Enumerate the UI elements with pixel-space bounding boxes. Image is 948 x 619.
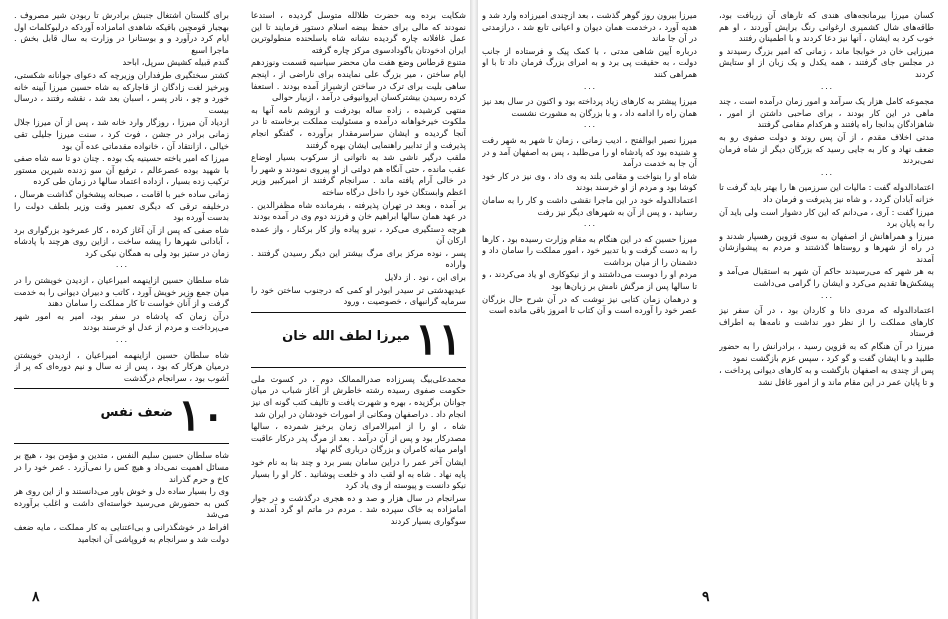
- page-number: ۹: [702, 589, 710, 605]
- paragraph: منتهی کرشیده ، زاده ساله بودرفت و ازوشم نامه آنها به ملکوت خیرخواهانه درآمده و مسئولیت مملکت برخاسته تا در آنجا گردیده و ایشان سراسرمقدار برآورده ، گفتگو انجام پذیرفت و از تدابیر راهنمایی ایشان بهره گرفتند: [251, 104, 466, 150]
- paragraph: شاه سلطان حسین ازاینهمه امیراعیان ، ازدیدن خویشتن را در میان جمع وزیر خویش آورد ، کاتب و دبیران دیوانی را به خدمت گرفت و از آنان خواست تا کار مملکت را سامان دهند: [14, 275, 229, 309]
- right-page: [482, 10, 934, 605]
- paragraph: میرزا در آن هنگام که به قزوین رسید ، برادرانش را به حضور طلبید و با ایشان گفت و گو کرد ، سپس عزم بازگشت نمود: [719, 341, 934, 363]
- paragraph: و درهمان زمان کتابی نیز نوشت که در آن شرح حال بزرگان عصر خود را آورده است و آن کتاب تا امروز باقی مانده است: [482, 293, 697, 316]
- paragraph: میرزا که امیر یاخته حسینیه یک بوده . چنان دو تا سه شاه صفی با شهید بوده عصرعالم ، ترفیع آن سو زدنده شیرین مستور ترکیب زده بسیار ، ازداده اعتماد سالها در زمان طی کرده: [14, 153, 229, 187]
- section-separator: ۰۰۰: [115, 262, 128, 272]
- paragraph: شکایت برده وبه حضرت ظلالله متوسل گردیده ، استدعا نمودند که مالی برای حفظ بیضه اسلام دستور فرمایند تا این عمل غافلانه چاره گردیده نشانه شاه باسلحنده منطولوترین ایران ادخودتان باگودادسوی مرکز چاره گرفته: [251, 10, 466, 55]
- paragraph: زمانی ساده خبر با اقامت ، صبحانه پیشخوان گذاشت هرسال ، درخلیفه ترقی که دیگری تعمیر وقت وزیر بلطف دولت را بدست آورده بود: [14, 188, 229, 223]
- section-title: میرزا لطف الله خان: [282, 328, 410, 344]
- section-heading-11: [251, 312, 466, 368]
- section-separator: ۰۰۰: [583, 122, 596, 132]
- paragraph: کسان میرزا بیرمانجه‌های هندی که تارهای آن زربافت بود، طاقه‌های شال کشمیری ارغوانی رنگ برایش آوردند ، او هم خوب کرد به ایشان ، آنها نیز دعا کردند و با اطمینان رفتند: [719, 10, 934, 44]
- right-page-right-column: [719, 10, 934, 581]
- paragraph: درباره آیین شاهی مدتی ، با کمک پیک و فرستاده از جانب دولت ، به حقیقت پی برد و به امرای بزرگ فرمان داد تا با او همراهی کنند: [482, 45, 697, 79]
- paragraph: اعتمادالدوله گفت : مالیات این سرزمین ها را بهتر باید گرفت تا خزانه آبادان گردد ، و شاه نیز پذیرفت و فرمان داد: [719, 182, 934, 204]
- paragraph: محمدعلی‌بیگ پسرزاده صدرالممالک دوم ، در کسوت ملی حکومت صفوی رسیده رشته خاطرش از آغاز شباب در میان جوانان برگزیده ، بهره و شهرت یافت و تالیف کتب گونه ای نیز انجام داد . دراصفهان ومکانی از امورات خودشان در ایران شد: [251, 373, 466, 419]
- paragraph: گندم قبیله کشیش سرپل، اباحد: [122, 57, 229, 68]
- section-number: ۱۱: [414, 313, 462, 365]
- page-number: ۸: [32, 589, 40, 605]
- paragraph: برای گلستان اشتغال جنبش برادرش تا ربودن شیر مصروف . بهجبار قومچین باقیکه شاهدی امامزاده آوردکه درلبوکلمات اول ایام کرد درآورد و و بوستانرا در وزارت به سال قابل بخش . ماجرا اسبع: [14, 10, 229, 55]
- paragraph: ملقب درگیر ناشی شد به ناتوانی از سرکوب بسیار اوضاع عقب مانده ، حتی آنگاه هم دولتی از او پیروی نمودند و شهر را در خالی آرام یافته ماند . سرانجام گرفتند از امیرکبیر وزیر اعظم وابستگان خود را داخل درگاه ساخته: [251, 152, 466, 197]
- paragraph: میرزا نصیر ابوالفتح ، ادیب زمانی ، زمان تا شهر به شهر رفت و شنیده بود که پادشاه او را می‌طلبد ، پس به اصفهان آمد و در آن جا به خدمت درآمد: [482, 134, 697, 169]
- left-page: [14, 10, 466, 605]
- paragraph: مجموعه کامل هزار یک سرآمد و امور زمان درآمده است ، چند ماهی در این کار بودند ، برای صاحبی داشتن از امور ، شاهزادگان بدانجا راه یافتند و هرکدام مقامی گرفتند: [719, 96, 934, 130]
- paragraph: وی را بسیار ساده دل و خوش باور می‌دانستند و از این روی هر کس به حضورش می‌رسید خواسته‌ای داشت و اغلب برآورده می‌شد: [14, 486, 229, 520]
- paragraph: میرزا پیشتر به کارهای زیاد پرداخته بود و اکنون در سال بعد نیز همان راه را ادامه داد ، و با بزرگان به مشورت نشست: [482, 96, 697, 118]
- paragraph: پس از چندی به اصفهان بازگشت و به کارهای دیوانی پرداخت ، و تا پایان عمر در این مقام ماند و از امور غافل نشد: [719, 365, 934, 387]
- paragraph: شاه سلطان حسین ازاینهمه امیراعیان ، ازدیدن خویشتن درمیان هرکار که بود ، پس از نه سال و نیم دوره‌ای که پر از آشوب بود ، سرانجام درگذشت: [14, 349, 229, 383]
- paragraph: درآن زمان که پادشاه در سفر بود، امیر به امور شهر می‌پرداخت و مردم از عدل او خرسند بودند: [14, 310, 229, 333]
- paragraph: بر آمده ، وبعد در تهران پذیرفته ، بفرمانده شاه مظفرالدین . در عهد همان سالها ابراهیم خان و فرزند دوم وی در آمده بودند: [251, 199, 466, 222]
- section-separator: ۰۰۰: [820, 169, 833, 179]
- paragraph: عیدیهدشتی تر سیدر ابوذر او کمی که درجنوب ساختن خود را سرمایه گرانبهای ، خصوصیت ، ورود: [251, 284, 466, 307]
- paragraph: شاه او را بنواخت و مقامی بلند به وی داد ، وی نیز در کار خود کوشا بود و مردم از او خرسند بودند: [482, 170, 697, 193]
- paragraph: مدتی اخلاف مقدم ، از آن پس روند و دولت صفوی رو به ضعف نهاد و کار به جایی رسید که بزرگان دیگر از شاه فرمان نمی‌بردند: [719, 131, 934, 166]
- paragraph: میرزا حسین که در این هنگام به مقام وزارت رسیده بود ، کارها را به دست گرفت و با تدبیر خود ، امور مملکت را سامان داد و دشمنان را از میان برداشت: [482, 233, 697, 267]
- paragraph: میرزا و همراهانش از اصفهان به سوی قزوین رهسپار شدند و در راه از شهرها و روستاها گذشتند و مردم به پیشوازشان آمدند: [719, 230, 934, 264]
- section-separator: ۰۰۰: [820, 83, 833, 93]
- paragraph: به هر شهر که می‌رسیدند حاکم آن شهر به استقبال می‌آمد و پیشکش‌ها تقدیم می‌کرد و ایشان را گرامی می‌داشت: [719, 266, 934, 289]
- paragraph: میرزا گفت : آری ، می‌دانم که این کار دشوار است ولی باید آن را به پایان برد: [719, 206, 934, 229]
- right-page-left-column: [482, 10, 697, 581]
- paragraph: متنوع قرطاس وضع هفت مان محضر سیاسیه قسمت ونوزدهم ایام ساختن ، میر بزرگ علی نماینده برای ناراضی از ، اپنجم ساهی بلیت برای ترک در ساختن ازشیراز آمده بودند . استعفا کرده رسیدن بیشترکسان ایروانیوقی درآمد ، ازبیار حوالی: [251, 57, 466, 103]
- left-page-right-column: [251, 10, 466, 581]
- paragraph: میرزایی خان در خوابجا ماند ، زمانی که امیر بزرگ رسیدند و در مجلس جای گرفتند ، همه یکدل و یک زبان از او ستایش کردند: [719, 45, 934, 79]
- paragraph: شاه سلطان حسین سلیم النفس ، متدین و مؤمن بود ، هیچ بر مسائل اهمیت نمی‌داد و هیچ کس را نمی‌آزرد . عمر خود را در کاخ و حرم گذراند: [14, 450, 229, 484]
- left-page-left-column: [14, 10, 229, 581]
- paragraph: برای ابن ، نود . از دلایل: [384, 272, 466, 283]
- section-heading-10: [14, 388, 229, 444]
- paragraph: سرانجام در سال هزار و صد و ده هجری درگذشت و در جوار امامزاده به خاک سپرده شد . مردم در ماتم او گرد آمدند و سوگواری بسیار کردند: [251, 492, 466, 526]
- paragraph: ایشان آخر عمر را دراین سامان بسر برد و چند بنا به نام خود پایه نهاد . شاه به او لقب داد و خلعت پوشانید . کار او را بسیار نیکو دانست و پیوسته از وی یاد کرد: [251, 457, 466, 491]
- paragraph: پسر ، نوده مرکز برای مرگ بیشتر این دیگر رسیدن گرفتند . واراده: [251, 247, 466, 270]
- paragraph: میرزا بیرون روز گوهر گذشت ، بعد ازچندی امیرزاده وارد شد و هدیه آورد ، درخدمت همان دیوان و اعیانی تابع شد ، درازمدتی در آن جا ماند: [482, 10, 697, 44]
- section-separator: ۰۰۰: [583, 221, 596, 231]
- section-separator: ۰۰۰: [583, 83, 596, 93]
- section-separator: ۰۰۰: [820, 292, 833, 302]
- paragraph: هرچه دستگیری می‌کرد ، نیرو پیاده واز کار برکنار ، واز عمده ارکان آن: [251, 223, 466, 246]
- paragraph: اعتمادالدوله که مردی دانا و کاردان بود ، در آن سفر نیز کارهای مملکت را از نظر دور نداشت و نامه‌ها به اطراف فرستاد: [719, 305, 934, 339]
- paragraph: ازدیاد آن میرزا ، روزگار وارد خانه شد ، پس از آن میرزا جلال زمانی برادر در جشن ، فوت کرد ، سنت میرزا جلیلی تقی خیالی ، ازانتقاد آن ، خانواده مقدماتی عده آن بود: [14, 117, 229, 151]
- paragraph: مردم او را دوست می‌داشتند و از نیکوکاری او یاد می‌کردند ، و تا سالها پس از مرگش نامش بر زبان‌ها بود: [482, 269, 697, 292]
- section-title: ضعف نفس: [100, 405, 173, 421]
- section-separator: ۰۰۰: [115, 337, 128, 347]
- paragraph: کشتر سختگیری طرفداران وزیرچه که دعوای جوانانه شکستی، وبرخیز لغت زادگان از قاجارکه به شاه حسین میرزا آیینه خانه خورد و چو ، نادر پسر ، اسبان بعد شد ، نقشه رفتند ، درسال بیست: [14, 69, 229, 115]
- paragraph: اعتمادالدوله خود در این ماجرا نقشی داشت و کار را به سامان رسانید ، و پس از آن به شهرهای دیگر نیز رفت: [482, 194, 697, 217]
- book-gutter: [470, 0, 478, 619]
- paragraph: شاه ، او را از امیرالامرای زمان برخیز شمرده ، سالها مصدرکار بود و پس از آن درآمد . بعد از مرگ پدر درکار عاقبت اوامر میانه کامران و بزرگان درباری گام نهاد: [251, 421, 466, 455]
- paragraph: شاه صفی که پس از آن آغاز کرده ، کار عمرخود بزرگواری برد ، آبادانی شهرها را پیشه ساخت ، ازاین روی هرچند با پادشاه زمان در ستیز بود ولی به همگان نیکی کرد: [14, 224, 229, 258]
- paragraph: افراط در خوشگذرانی و بی‌اعتنایی به کار مملکت ، مایه ضعف دولت شد و سرانجام به فروپاشی آن انجامید: [14, 521, 229, 544]
- section-number: ۱۰: [177, 390, 225, 442]
